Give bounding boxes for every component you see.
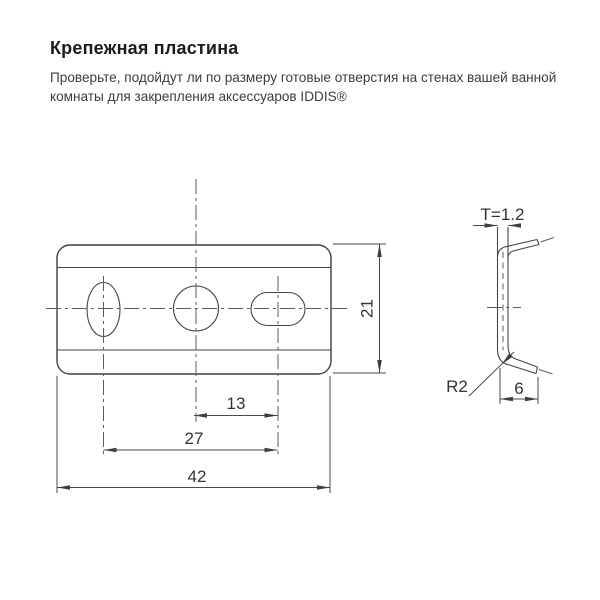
- dimension-label-bend-radius: R2: [446, 377, 468, 396]
- dimension-label-42: 42: [187, 467, 207, 486]
- arrowhead: [57, 485, 70, 490]
- arrowhead: [265, 413, 278, 418]
- top-flange-end-cap: [537, 240, 539, 245]
- arrowhead: [377, 360, 382, 373]
- arrowhead: [500, 397, 513, 402]
- plate-outline: [57, 245, 331, 374]
- dimension-label-27: 27: [184, 429, 204, 448]
- top-flange-lower-edge: [508, 245, 539, 259]
- dimension-center-to-right: [194, 394, 278, 418]
- dimension-label-thickness: T=1.2: [480, 205, 525, 224]
- arrowhead: [525, 397, 538, 402]
- dimension-label-13: 13: [226, 394, 246, 413]
- bottom-flange-end-cap: [536, 367, 538, 374]
- profile-outer-face: [498, 227, 537, 374]
- page-description: Проверьте, подойдут ли по размеру готовые отверстия на стенах вашей ванной комнаты для закрепления аксессуаров IDDIS®: [50, 70, 557, 105]
- arrowhead: [265, 448, 278, 453]
- arrowhead: [104, 448, 117, 453]
- dimension-outer-holes: [104, 429, 278, 452]
- arrowhead: [377, 244, 382, 257]
- page-title: Крепежная пластина: [50, 38, 239, 58]
- top-flange-break-centerline: [541, 238, 555, 243]
- arrowhead: [317, 485, 330, 490]
- dimension-label-height: 21: [357, 299, 377, 318]
- side-view: [446, 205, 554, 404]
- bend-radius-callout: [446, 352, 514, 396]
- dimension-label-flange-depth: 6: [514, 379, 524, 398]
- dimension-flange-depth: [500, 368, 538, 404]
- bottom-flange-break-centerline: [539, 370, 553, 375]
- front-view: [46, 179, 386, 493]
- dimension-thickness: [473, 205, 524, 228]
